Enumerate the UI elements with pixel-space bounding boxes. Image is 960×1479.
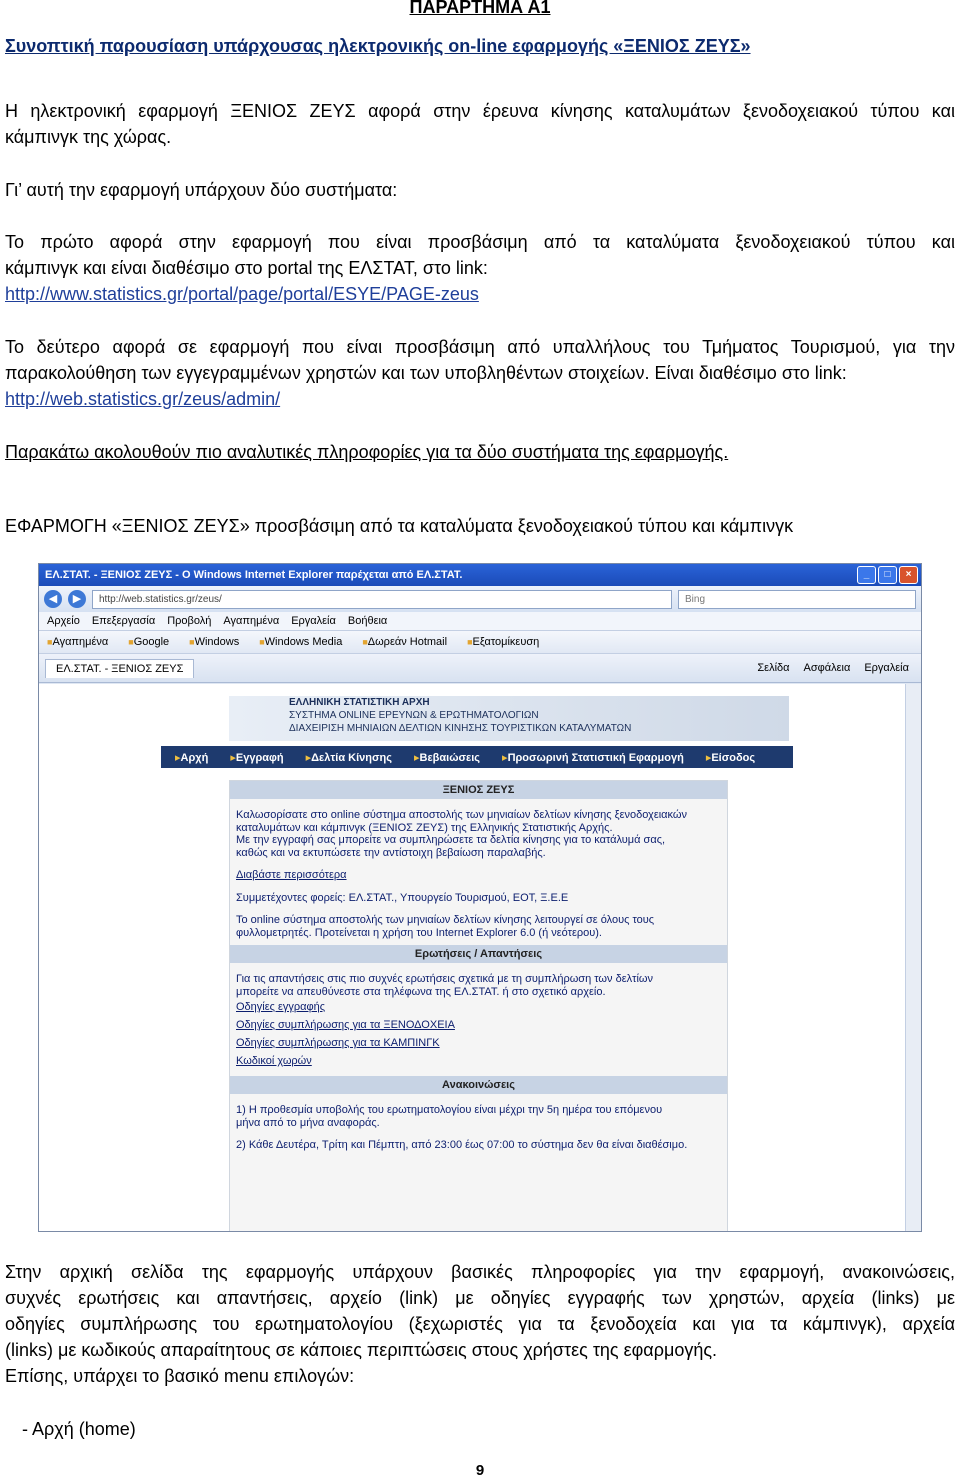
fav-item[interactable]: ■ Google xyxy=(128,636,169,648)
banner-line3: ΔΙΑΧΕΙΡΙΣΗ ΜΗΝΙΑΙΩΝ ΔΕΛΤΙΩΝ ΚΙΝΗΣΗΣ ΤΟΥΡΙΣΤΙΚΩΝ ΚΑΤΑΛΥΜΑΤΩΝ xyxy=(289,723,632,734)
welcome-text: Καλωσορίσατε στο online σύστημα αποστολής των μηνιαίων δελτίων κίνησης ξενοδοχειακών xyxy=(236,809,687,821)
nav-login[interactable]: ▸ Είσοδος xyxy=(706,751,755,764)
browser-note: φυλλομετρητές. Προτείνεται η χρήση του Internet Explorer 6.0 (ή νεότερου). xyxy=(236,926,602,939)
after-line3: οδηγίες συμπλήρωσης του ερωτηματολογίου (ξεχωριστές για τα ξενοδοχεία και για τα κάμπινγκ), αρχεία xyxy=(5,1314,955,1334)
link-hotels-guide[interactable]: Οδηγίες συμπλήρωσης για τα ΞΕΝΟΔΟΧΕΙΑ xyxy=(236,1019,455,1031)
nav-forms[interactable]: ▸ Δελτία Κίνησης xyxy=(306,751,392,764)
nav-certificates[interactable]: ▸ Βεβαιώσεις xyxy=(414,751,480,764)
nav-register[interactable]: ▸ Εγγραφή xyxy=(230,751,283,764)
announcement: 1) Η προθεσμία υποβολής του ερωτηματολογίου είναι μέχρι την 5η ημέρα του επόμενου xyxy=(236,1104,663,1116)
para2: Γι’ αυτή την εφαρμογή υπάρχουν δύο συστήματα: xyxy=(5,180,398,200)
minimize-icon[interactable]: _ xyxy=(857,566,876,584)
browser-note: Το online σύστημα αποστολής των μηνιαίων δελτίων κίνησης λειτουργεί σε όλους τους xyxy=(236,914,655,926)
fav-item[interactable]: ■ Windows Media xyxy=(259,636,342,648)
menu-help[interactable]: Βοήθεια xyxy=(347,615,388,627)
menu-view[interactable]: Προβολή xyxy=(167,615,212,627)
link-registration-guide[interactable]: Οδηγίες εγγραφής xyxy=(236,1001,326,1013)
para4-line2: παρακολούθηση των εγγεγραμμένων χρηστών και των υποβληθέντων στοιχείων. Είναι διαθέσιμο στο link: xyxy=(5,363,847,383)
menu-edit[interactable]: Επεξεργασία xyxy=(91,615,156,627)
para4-line1: Το δεύτερο αφορά σε εφαρμογή που είναι προσβάσιμη από υπαλλήλους του Τμήματος Τουρισμού, για την xyxy=(5,337,955,357)
para3-line2: κάμπινγκ και είναι διαθέσιμο στο portal της ΕΛΣΤΑΤ, στο link: xyxy=(5,258,488,278)
page-number: 9 xyxy=(475,1462,485,1479)
faq-text: Για τις απαντήσεις στις πιο συχνές ερωτήσεις σχετικά με τη συμπλήρωση των δελτίων xyxy=(236,973,653,985)
para3-line1: Το πρώτο αφορά στην εφαρμογή που είναι προσβάσιμη από τα καταλύματα ξενοδοχειακού τύπου και xyxy=(5,232,955,252)
fav-item[interactable]: ■ Αγαπημένα xyxy=(47,636,108,648)
appendix-title: ΠΑΡΑΡΤΗΜΑ Α1 xyxy=(409,0,551,17)
fav-item[interactable]: ■ Δωρεάν Hotmail xyxy=(362,636,447,648)
faq-title: Ερωτήσεις / Απαντήσεις xyxy=(230,945,727,963)
after-line2: συχνές ερωτήσεις και απαντήσεις, αρχείο (link) με οδηγίες εγγραφής των χρηστών, αρχεία (links) με xyxy=(5,1288,955,1308)
after-line1: Στην αρχική σελίδα της εφαρμογής υπάρχουν βασικές πληροφορίες για την εφαρμογή, ανακοινώσεις, xyxy=(5,1262,955,1282)
section-heading: ΕΦΑΡΜΟΓΗ «ΞΕΝΙΟΣ ΖΕΥΣ» προσβάσιμη από τα καταλύματα ξενοδοχειακού τύπου και κάμπινγκ xyxy=(5,516,794,536)
link-camping-guide[interactable]: Οδηγίες συμπλήρωσης για τα ΚΑΜΠΙΝΓΚ xyxy=(236,1037,440,1049)
partners-text: Συμμετέχοντες φορείς: ΕΛ.ΣΤΑΤ., Υπουργείο Τουρισμού, ΕΟΤ, Ξ.Ε.Ε xyxy=(236,891,569,904)
banner-line2: ΣΥΣΤΗΜΑ ONLINE ΕΡΕΥΝΩΝ & ΕΡΩΤΗΜΑΤΟΛΟΓΙΩΝ xyxy=(289,710,539,721)
tool-page[interactable]: Σελίδα xyxy=(757,662,790,674)
menu-file[interactable]: Αρχείο xyxy=(47,615,80,627)
link-portal[interactable]: http://www.statistics.gr/portal/page/portal/ESYE/PAGE-zeus xyxy=(5,284,479,304)
faq-text: μπορείτε να απευθύνεστε στα τηλέφωνα της ΕΛ.ΣΤΑΤ. ή στο σχετικό αρχείο. xyxy=(236,985,606,998)
para5: Παρακάτω ακολουθούν πιο αναλυτικές πληροφορίες για τα δύο συστήματα της εφαρμογής. xyxy=(5,442,729,462)
nav-temp-app[interactable]: ▸ Προσωρινή Στατιστική Εφαρμογή xyxy=(502,751,684,764)
browser-screenshot xyxy=(38,563,922,1232)
announcement: 2) Κάθε Δευτέρα, Τρίτη και Πέμπτη, από 23:00 έως 07:00 το σύστημα δεν θα είναι διαθέσιμο. xyxy=(236,1139,688,1151)
back-icon[interactable]: ◀ xyxy=(44,590,62,608)
scrollbar[interactable] xyxy=(905,684,921,1231)
menu-bullet-home: - Αρχή (home) xyxy=(22,1419,136,1439)
window-titlebar xyxy=(39,564,921,586)
link-admin[interactable]: http://web.statistics.gr/zeus/admin/ xyxy=(5,389,281,409)
fav-item[interactable]: ■ Εξατομίκευση xyxy=(467,636,539,648)
announcements-title: Ανακοινώσεις xyxy=(230,1076,727,1094)
site-nav xyxy=(161,746,793,768)
fav-item[interactable]: ■ Windows xyxy=(189,636,239,648)
more-info-link[interactable]: Διαβάστε περισσότερα xyxy=(236,869,347,881)
after-line4: (links) με κωδικούς απαραίτητους σε κάποιες περιπτώσεις στους χρήστες της εφαρμογής. xyxy=(5,1340,718,1360)
forward-icon[interactable]: ▶ xyxy=(68,590,86,608)
address-bar xyxy=(39,586,921,612)
welcome-text: καταλυμάτων και κάμπινγκ (ΞΕΝΙΟΣ ΖΕΥΣ) της Ελληνικής Στατιστικής Αρχής. xyxy=(236,821,613,834)
site-banner xyxy=(229,696,789,741)
close-icon[interactable]: × xyxy=(899,566,918,584)
tab-bar xyxy=(39,654,921,683)
tool-safety[interactable]: Ασφάλεια xyxy=(803,662,851,674)
window-title: ΕΛ.ΣΤΑΤ. - ΞΕΝΙΟΣ ΖΕΥΣ - Ο Windows Internet Explorer παρέχεται από ΕΛ.ΣΤΑΤ. xyxy=(45,569,463,581)
main-panel xyxy=(229,780,728,1232)
favorites-bar xyxy=(39,631,921,654)
menu-tools[interactable]: Εργαλεία xyxy=(291,615,336,627)
para1-line2: κάμπινγκ της χώρας. xyxy=(5,127,172,147)
welcome-text: Με την εγγραφή σας μπορείτε να συμπληρώσετε τα δελτία κίνησης για το κατάλυμά σας, xyxy=(236,834,666,846)
url-input[interactable]: http://web.statistics.gr/zeus/ xyxy=(92,590,672,609)
nav-home[interactable]: ▸ Αρχή xyxy=(175,751,208,764)
announcement: μήνα από το μήνα αναφοράς. xyxy=(236,1116,380,1129)
search-input[interactable]: Bing xyxy=(678,590,916,609)
para1-line1: Η ηλεκτρονική εφαρμογή ΞΕΝΙΟΣ ΖΕΥΣ αφορά στην έρευνα κίνησης καταλυμάτων ξενοδοχειακού τύπου και xyxy=(5,101,955,121)
document-subtitle: Συνοπτική παρουσίαση υπάρχουσας ηλεκτρονικής on-line εφαρμογής «ΞΕΝΙΟΣ ΖΕΥΣ» xyxy=(5,36,751,56)
after-line5: Επίσης, υπάρχει το βασικό menu επιλογών: xyxy=(5,1366,355,1386)
link-country-codes[interactable]: Κωδικοί χωρών xyxy=(236,1055,312,1067)
menu-favorites[interactable]: Αγαπημένα xyxy=(223,615,280,627)
maximize-icon[interactable]: □ xyxy=(878,566,897,584)
panel-title: ΞΕΝΙΟΣ ΖΕΥΣ xyxy=(230,781,727,799)
tool-tools[interactable]: Εργαλεία xyxy=(864,662,909,674)
web-content xyxy=(39,684,921,1231)
browser-tab[interactable]: ΕΛ.ΣΤΑΤ. - ΞΕΝΙΟΣ ΖΕΥΣ xyxy=(45,659,194,678)
welcome-text: καθώς και να εκτυπώσετε την αντίστοιχη βεβαίωση παραλαβής. xyxy=(236,846,546,859)
menu-bar xyxy=(39,612,921,631)
banner-line1: ΕΛΛΗΝΙΚΗ ΣΤΑΤΙΣΤΙΚΗ ΑΡΧΗ xyxy=(289,697,430,708)
